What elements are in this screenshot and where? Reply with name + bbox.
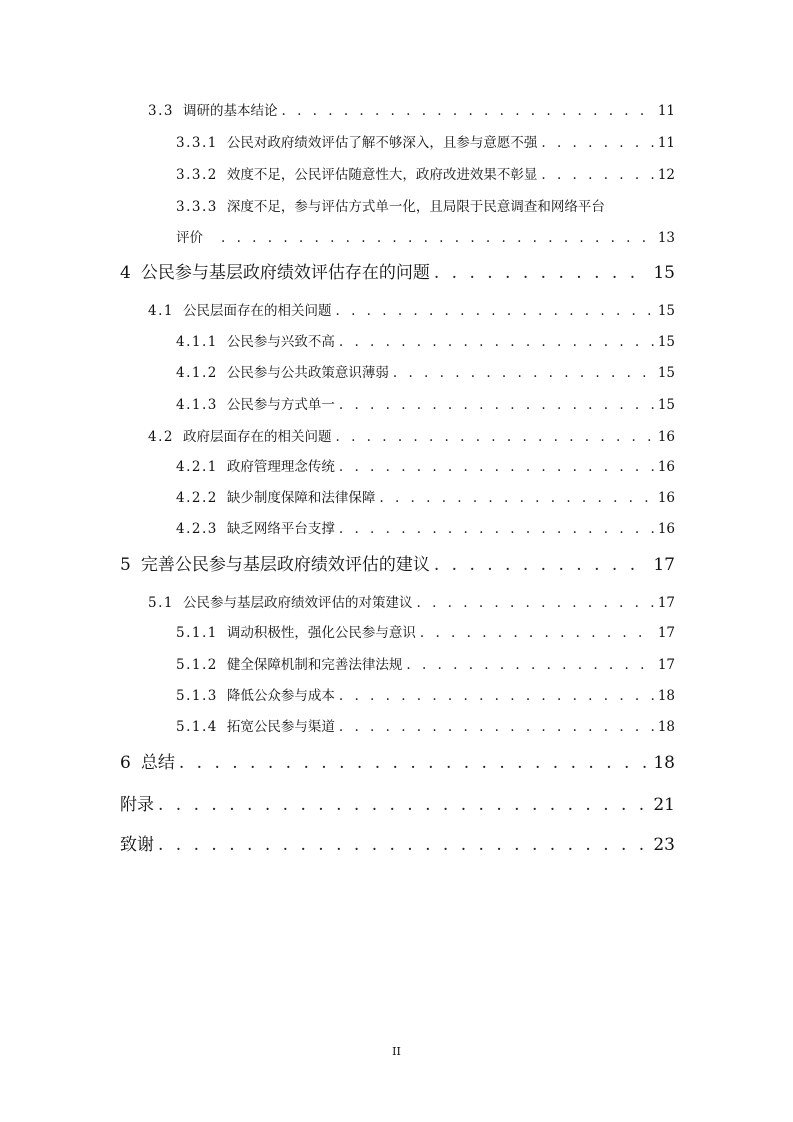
toc-title: 调研的基本结论 <box>182 103 278 119</box>
toc-title: 拓宽公民参与渠道 <box>226 719 335 735</box>
toc-number: 4.1.1 <box>176 334 218 350</box>
toc-entry-3-3-3-continuation[interactable] <box>176 228 675 246</box>
toc-entry-4-2-3[interactable] <box>176 519 675 537</box>
dot-leader <box>393 365 654 381</box>
toc-page: 16 <box>657 521 675 537</box>
toc-title: 公民参与方式单一 <box>226 397 335 413</box>
dot-leader <box>339 397 654 413</box>
dot-leader <box>434 555 650 575</box>
toc-page: 23 <box>653 835 675 855</box>
toc-entry-5-1-4[interactable] <box>176 717 675 735</box>
dot-leader <box>179 753 650 773</box>
toc-entry-5-1-2[interactable] <box>176 655 675 673</box>
toc-page: 16 <box>657 429 675 445</box>
toc-page: 15 <box>653 263 675 283</box>
dot-leader <box>221 230 654 246</box>
toc-entry-5-1[interactable] <box>148 593 675 611</box>
toc-page: 11 <box>657 103 675 119</box>
toc-title: 缺乏网络平台支撑 <box>226 521 335 537</box>
toc-title: 健全保障机制和完善法律法规 <box>226 657 403 673</box>
toc-page: 15 <box>657 303 675 319</box>
toc-title: 完善公民参与基层政府绩效评估的建议 <box>140 555 430 575</box>
dot-leader <box>158 795 649 815</box>
toc-number: 4.2.2 <box>176 490 218 506</box>
toc-number: 3.3.3 <box>176 199 218 215</box>
toc-entry-4[interactable] <box>120 261 675 283</box>
toc-number: 4.2 <box>148 429 174 445</box>
dot-leader <box>416 595 653 611</box>
toc-number: 4 <box>120 263 131 283</box>
toc-page: 18 <box>657 719 675 735</box>
toc-entry-3-3-3[interactable] <box>176 197 675 215</box>
toc-number: 4.2.1 <box>176 459 218 475</box>
toc-title: 公民参与基层政府绩效评估存在的问题 <box>140 263 430 283</box>
toc-title: 深度不足，参与评估方式单一化，且局限于民意调查和网络平台 <box>226 199 605 215</box>
toc-title-continuation: 评价 <box>176 230 203 246</box>
toc-title: 调动积极性，强化公民参与意识 <box>226 625 416 641</box>
toc-page: 17 <box>657 595 675 611</box>
toc-number: 5.1.3 <box>176 688 218 704</box>
toc-entry-4-1-3[interactable] <box>176 395 675 413</box>
toc-entry-4-1-2[interactable] <box>176 363 675 381</box>
dot-leader <box>406 657 653 673</box>
dot-leader <box>339 719 654 735</box>
toc-number: 6 <box>120 753 131 773</box>
toc-number: 4.2.3 <box>176 521 218 537</box>
toc-entry-4-2-2[interactable] <box>176 488 675 506</box>
toc-entry-appendix[interactable] <box>120 793 675 815</box>
dot-leader <box>158 835 649 855</box>
dot-leader <box>281 103 653 119</box>
toc-number: 3.3.1 <box>176 135 218 151</box>
toc-title: 效度不足，公民评估随意性大，政府改进效果不彰显 <box>226 167 538 183</box>
toc-title: 缺少制度保障和法律保障 <box>226 490 376 506</box>
toc-page: 16 <box>657 459 675 475</box>
dot-leader <box>379 490 653 506</box>
toc-number: 3.3 <box>148 103 174 119</box>
toc-title: 政府管理理念传统 <box>226 459 335 475</box>
dot-leader <box>541 135 653 151</box>
toc-page: 18 <box>653 753 675 773</box>
toc-entry-4-1-1[interactable] <box>176 332 675 350</box>
toc-number: 5 <box>120 555 131 575</box>
toc-entry-4-2-1[interactable] <box>176 457 675 475</box>
toc-number: 5.1.4 <box>176 719 218 735</box>
toc-page: 15 <box>657 334 675 350</box>
toc-number: 5.1 <box>148 595 174 611</box>
dot-leader <box>420 625 654 641</box>
dot-leader <box>339 334 654 350</box>
toc-title: 总结 <box>140 753 175 773</box>
dot-leader <box>434 263 650 283</box>
toc-page: 15 <box>657 365 675 381</box>
toc-title: 政府层面存在的相关问题 <box>182 429 332 445</box>
toc-page: 13 <box>657 230 675 246</box>
toc-page: 18 <box>657 688 675 704</box>
toc-entry-5-1-1[interactable] <box>176 623 675 641</box>
toc-number: 3.3.2 <box>176 167 218 183</box>
toc-entry-3-3-2[interactable] <box>176 165 675 183</box>
toc-title: 降低公众参与成本 <box>226 688 335 704</box>
toc-title: 公民层面存在的相关问题 <box>182 303 332 319</box>
toc-entry-3-3-1[interactable] <box>176 133 675 151</box>
toc-number: 5.1.2 <box>176 657 218 673</box>
toc-entry-5-1-3[interactable] <box>176 686 675 704</box>
toc-page: 16 <box>657 490 675 506</box>
dot-leader <box>335 429 653 445</box>
toc-page: 17 <box>653 555 675 575</box>
toc-title: 致谢 <box>120 835 154 855</box>
toc-number: 5.1.1 <box>176 625 218 641</box>
toc-page: 15 <box>657 397 675 413</box>
toc-title: 公民参与公共政策意识薄弱 <box>226 365 389 381</box>
toc-entry-5[interactable] <box>120 553 675 575</box>
dot-leader <box>339 688 654 704</box>
toc-entry-3-3[interactable] <box>148 101 675 119</box>
dot-leader <box>339 459 654 475</box>
toc-entry-acknowledgements[interactable] <box>120 833 675 855</box>
toc-page: 17 <box>657 657 675 673</box>
toc-entry-6[interactable] <box>120 751 675 773</box>
toc-page: 21 <box>653 795 675 815</box>
toc-page: 17 <box>657 625 675 641</box>
toc-number: 4.1.3 <box>176 397 218 413</box>
toc-page: 11 <box>657 135 675 151</box>
page-number-footer: II <box>392 1045 401 1058</box>
toc-entry-4-1[interactable] <box>148 301 675 319</box>
toc-title: 附录 <box>120 795 154 815</box>
toc-number: 4.1 <box>148 303 174 319</box>
dot-leader <box>339 521 654 537</box>
toc-entry-4-2[interactable] <box>148 427 675 445</box>
toc-title: 公民参与基层政府绩效评估的对策建议 <box>182 595 413 611</box>
dot-leader <box>541 167 653 183</box>
toc-title: 公民参与兴致不高 <box>226 334 335 350</box>
toc-page: 12 <box>657 167 675 183</box>
dot-leader <box>335 303 653 319</box>
toc-number: 4.1.2 <box>176 365 218 381</box>
toc-title: 公民对政府绩效评估了解不够深入，且参与意愿不强 <box>226 135 538 151</box>
